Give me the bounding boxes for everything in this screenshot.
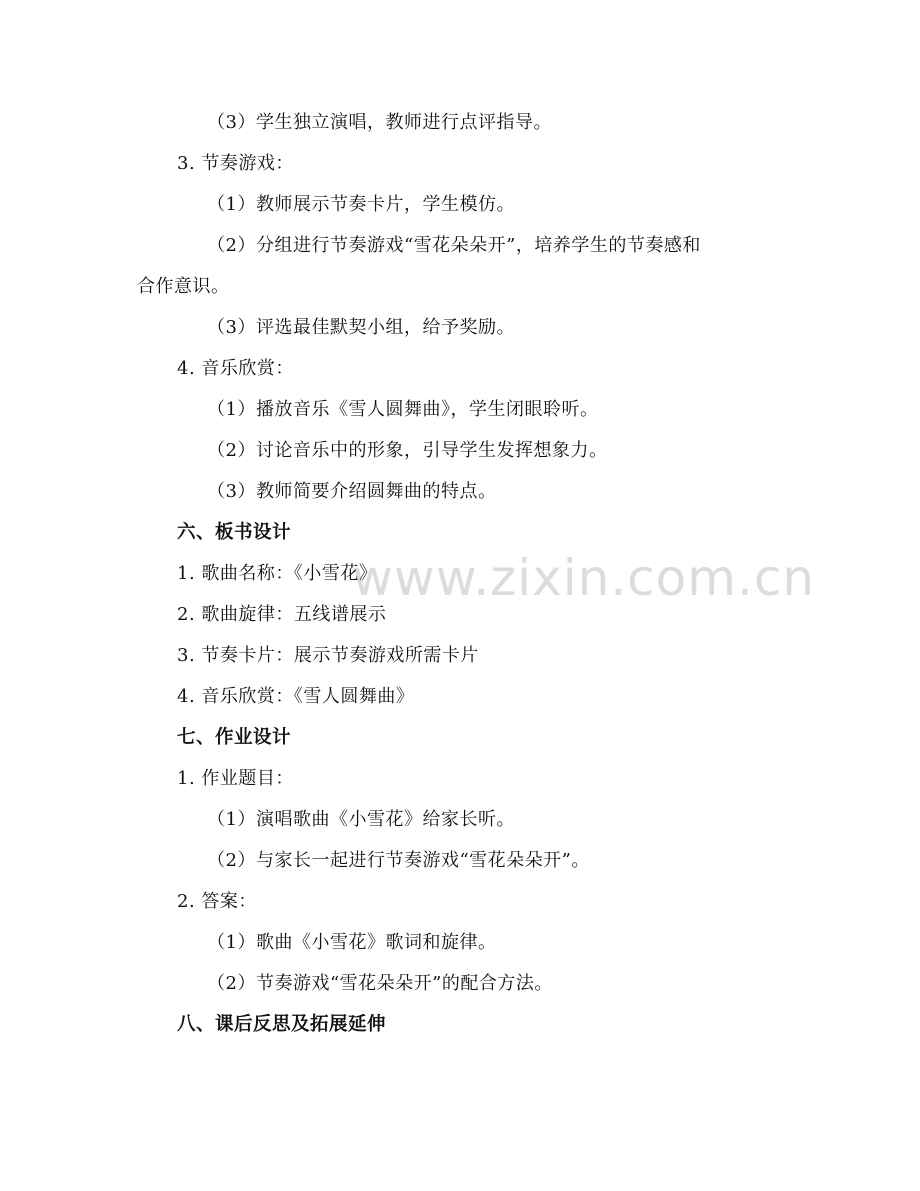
section-heading: 七、作业设计 (177, 727, 292, 748)
list-item: 1. 歌曲名称：《小雪花》 (177, 563, 378, 584)
paragraph-line: （2）与家长一起进行节奏游戏“雪花朵朵开”。 (207, 850, 590, 871)
list-item-heading: 1. 作业题目： (177, 768, 294, 789)
paragraph-line: （2）讨论音乐中的形象，引导学生发挥想象力。 (207, 440, 608, 461)
paragraph-line: （1）教师展示节奏卡片，学生模仿。 (207, 194, 515, 215)
paragraph-line-continuation: 合作意识。 (137, 276, 230, 297)
list-item-heading: 4. 音乐欣赏： (177, 358, 294, 379)
section-heading: 六、板书设计 (177, 522, 292, 543)
paragraph-line: （3）学生独立演唱，教师进行点评指导。 (207, 112, 552, 133)
paragraph-line: （3）教师简要介绍圆舞曲的特点。 (207, 481, 497, 502)
paragraph-line: （1）演唱歌曲《小雪花》给家长听。 (207, 809, 515, 830)
paragraph-line: （1）歌曲《小雪花》歌词和旋律。 (207, 932, 497, 953)
paragraph-line: （3）评选最佳默契小组，给予奖励。 (207, 317, 515, 338)
section-heading: 八、课后反思及拓展延伸 (177, 1014, 387, 1035)
list-item: 2. 歌曲旋律：五线谱展示 (177, 604, 387, 625)
paragraph-line: （2）分组进行节奏游戏“雪花朵朵开”，培养学生的节奏感和 (207, 235, 701, 256)
list-item: 4. 音乐欣赏：《雪人圆舞曲》 (177, 686, 415, 707)
list-item: 3. 节奏卡片：展示节奏游戏所需卡片 (177, 645, 479, 666)
list-item-heading: 3. 节奏游戏： (177, 153, 294, 174)
paragraph-line: （1）播放音乐《雪人圆舞曲》，学生闭眼聆听。 (207, 399, 599, 420)
paragraph-line: （2）节奏游戏“雪花朵朵开”的配合方法。 (207, 973, 553, 994)
watermark: www.zixin.com.cn (352, 549, 816, 607)
list-item-heading: 2. 答案： (177, 891, 257, 912)
